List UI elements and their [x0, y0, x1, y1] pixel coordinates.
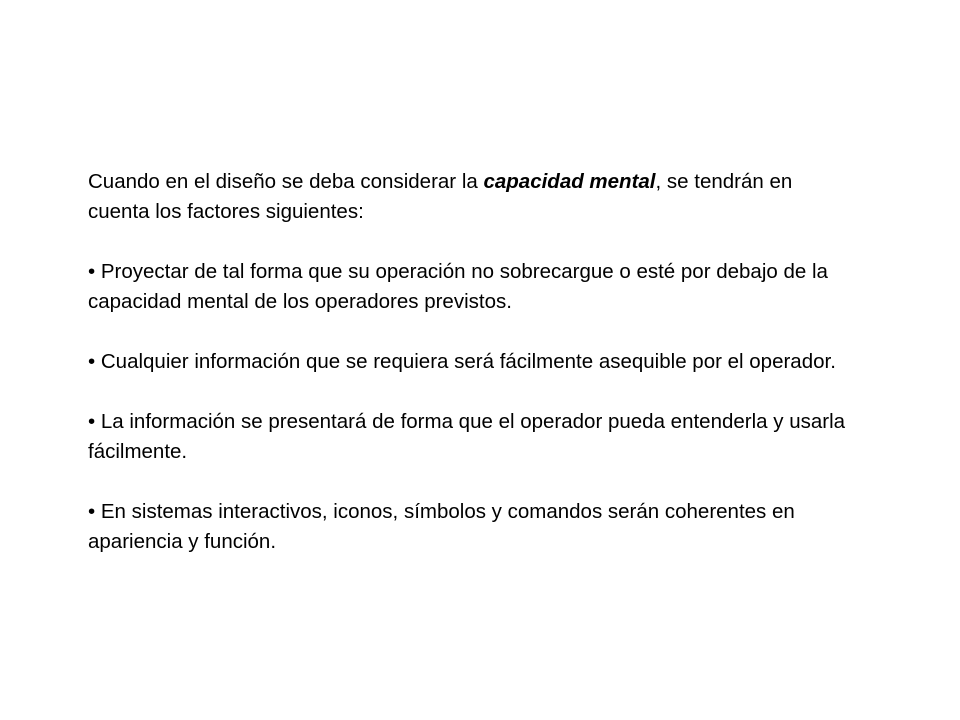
bullet-item-4: • En sistemas interactivos, iconos, símbolos y comandos serán coherentes en apariencia y función. — [88, 500, 795, 553]
intro-paragraph — [88, 167, 848, 227]
bullet-item-1: • Proyectar de tal forma que su operación no sobrecargue o esté por debajo de la capacidad mental de los operadores previstos. — [88, 260, 828, 313]
bullet-item-3: • La información se presentará de forma que el operador pueda entenderla y usarla fácilmente. — [88, 410, 846, 463]
bullet-item-2: • Cualquier información que se requiera será fácilmente asequible por el operador. — [88, 350, 836, 373]
intro-emphasis: capacidad mental — [483, 170, 656, 193]
intro-text-after: , se tendrán en cuenta los factores siguientes: — [88, 170, 793, 223]
intro-text-before: Cuando en el diseño se deba considerar la — [88, 170, 484, 193]
body-text — [88, 167, 848, 557]
